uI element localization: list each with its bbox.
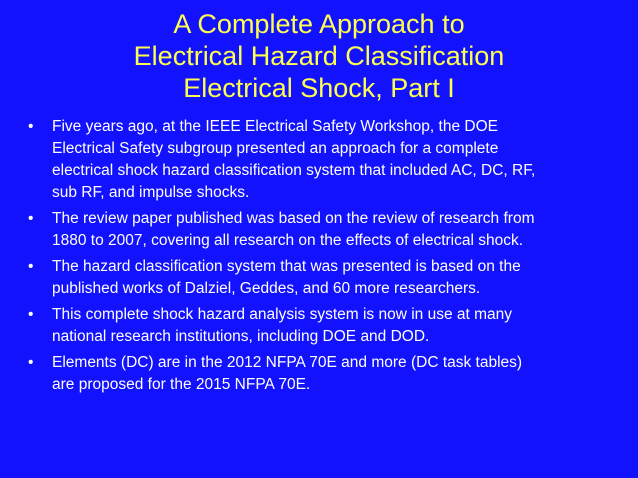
bullet-line: are proposed for the 2015 NFPA 70E. — [52, 376, 311, 393]
bullet-line: Five years ago, at the IEEE Electrical Safety Workshop, the DOE — [52, 118, 498, 135]
bullet-line: national research institutions, including DOE and DOD. — [52, 328, 430, 345]
bullet-line: The review paper published was based on the review of research from — [52, 210, 535, 227]
bullet-marker: • — [28, 258, 34, 275]
title-line-1: A Complete Approach to — [173, 9, 465, 39]
bullet-line: This complete shock hazard analysis system is now in use at many — [52, 306, 513, 323]
bullet-item — [28, 116, 610, 204]
bullet-marker: • — [28, 306, 34, 323]
bullet-item — [28, 352, 610, 396]
bullet-text — [52, 256, 610, 300]
bullet-text — [52, 208, 610, 252]
bullet-text — [52, 116, 610, 204]
bullet-line: published works of Dalziel, Geddes, and 60 more researchers. — [52, 280, 481, 297]
slide-title — [28, 8, 610, 104]
bullet-line: sub RF, and impulse shocks. — [52, 184, 250, 201]
bullet-text — [52, 304, 610, 348]
title-line-2: Electrical Hazard Classification — [133, 41, 505, 71]
bullet-marker: • — [28, 118, 34, 135]
bullet-line: electrical shock hazard classification system that included AC, DC, RF, — [52, 162, 536, 179]
bullet-list — [28, 116, 610, 396]
bullet-text — [52, 352, 610, 396]
bullet-line: Elements (DC) are in the 2012 NFPA 70E and more (DC task tables) — [52, 354, 523, 371]
bullet-line: 1880 to 2007, covering all research on the effects of electrical shock. — [52, 232, 524, 249]
bullet-item — [28, 256, 610, 300]
bullet-item — [28, 304, 610, 348]
title-line-3: Electrical Shock, Part I — [183, 73, 455, 103]
bullet-marker: • — [28, 210, 34, 227]
bullet-marker: • — [28, 354, 34, 371]
bullet-item — [28, 208, 610, 252]
bullet-line: Electrical Safety subgroup presented an approach for a complete — [52, 140, 499, 157]
bullet-line: The hazard classification system that was presented is based on the — [52, 258, 521, 275]
